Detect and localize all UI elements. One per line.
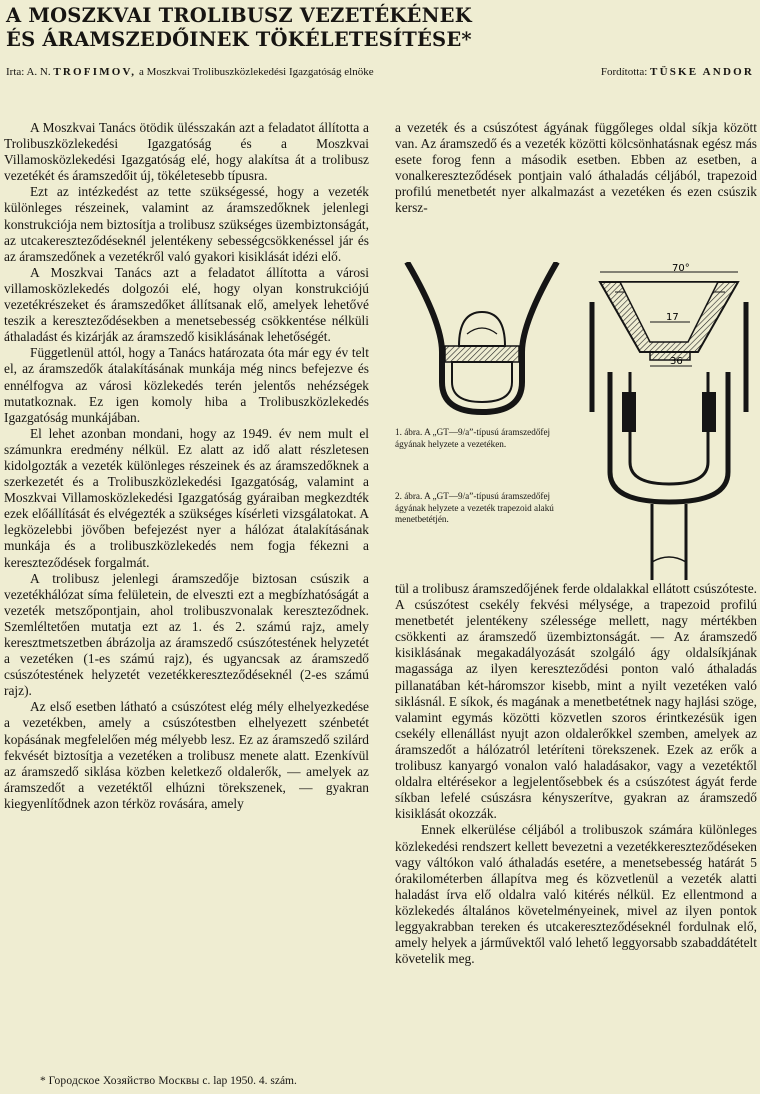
paragraph: tül a trolibusz áramszedőjének ferde oldalakkal ellátott csúszóteste. A csúszótest csekély fekvési mélysége, a trapezoid profilú menetbetét jelentékeny szélessége mellett, nagy mértékben csökkenti az áramszedő üzembiztonságát. — Az áramszedő kisiklásának megakadályozását szolgáló ágy oldalsíkjának magassága az ilyen kereszteződési ponton való áthaladás pillanatában két-háromszor kisebb, mint a nyilt vezetéken való siklásnál. E síkok, és magának a menetbetétnek nagy hajlási szöge, valamint egymás közötti közvetlen szoros érintkezésük igen csekély ellenállást nyujt azon oldalerőkkel szemben, amelyek az áramszedőt a hálózatról letéríteni törekszenek. Ezek az erők a trolibusz kanyargó vonalon való haladásakor, vagy a vezetéktől oldalra eltérésekor a legjelentősebbek és a csúszótest ágyát ferde síkban lefelé csúszásra kényszerítve, gyakran az áramszedő kisiklását okozzák. [395,581,757,822]
article-title [6,4,746,52]
footnote-marker: * [40,1075,46,1087]
translator-prefix: Fordította: [600,66,648,78]
author-role: a Moszkvai Trolibuszközlekedési Igazgatóság elnöke [138,66,374,78]
title-line-1: A MOSZKVAI TROLIBUSZ VEZETÉKÉNEK [6,4,472,27]
paragraph: A Moszkvai Tanács azt a feladatot állította a városi villamosközlekedés dolgozói elé, hogy olyan konstrukciójú vezetékrészeket és áramszedőket állítsanak elő, amelyek lehetővé teszik a kereszteződésekben a menetsebesség csökkentése nélküli áthaladást és kizárják az áramszedő kisiklásának lehetőségét. [4,264,369,345]
paragraph: Ezt az intézkedést az tette szükségessé, hogy a vezeték különleges részeinek, valamint az áramszedőknek jelenlegi konstrukciója nem biztosítja a trolibusz szükséges üzembiztonságát, az utcakereszteződéseknél jelentékeny sebességcsökkenéssel jár és az áramszedőnek a vezetékről való gyakori kisiklását idézi elő. [4,184,369,264]
footnote-source: Городское Хозяйство Москвы [48,1075,200,1087]
figure-1-caption: 1. ábra. A „GT—9/a”-típusú áramszedőfej ágyának helyzete a vezetéken. [395,427,551,449]
paragraph: Függetlenül attól, hogy a Tanács határozata óta már egy év telt el, az áramszedők átalakításának munkája még nincs befejezve és ennélfogva az városi közlekedés terén jelentős nehézségek mutatkoznak. Ez igen komoly hiba a Trolibuszközlekedés Igazgatóság munkájában. [4,345,369,425]
right-column-bottom [395,581,757,967]
dim-17: 17 [666,312,679,323]
byline-prefix: Irta: A. N. [6,66,51,78]
paragraph: a vezeték és a csúszótest ágyának függőleges oldal síkja között van. Az áramszedő és a vezeték közötti kölcsönhatásnak egész más esete forog fenn a második esetben. Ebben az esetben, a vonalkereszteződések pontjain való áthaladás céljából, trapezoid profilú menetbetét nyer alkalmazást a vezetéken és ezen csúszik kersz- [395,120,757,216]
dim-36: 36 [670,356,683,367]
paragraph: Az első esetben látható a csúszótest elég mély elhelyezkedése a vezetékben, amely a csúszótestben elhelyezett szénbetét kopásának megfelelően még mélyebb lesz. Ez az áramszedő szilárd fekvését biztosítja a vezetéken a trolibusz menete alatt. Ezenkívül az áramszedő siklása közben keletkező oldalerők, — amelyek az áramszedőt a vezetéktől elhúzni törekszenek, — gyakran kiegyenlítődnek azon térköz rovására, amely [4,699,369,811]
figure-2-drawing [580,262,758,580]
right-column-top [395,120,757,217]
figure-2-caption: 2. ábra. A „GT—9/a”-típusú áramszedőfej ágyának helyzete a vezeték trapezoid alakú menetbetétjén. [395,491,554,524]
paragraph: Ennek elkerülése céljából a trolibuszok számára különleges közlekedési rendszert kellett bevezetni a vezetékkereszteződéseken vagy váltókon való áthaladás esetére, a menetsebesség határát 5 órakilométerben állapítva meg és közvetlenül a vezeték alatti haladást írva elő oldalra való kitérés nélkül. Ez ellentmond a közlekedés általános követelményeinek, mivel az ilyen pontok leggyakrabban tereken és utcakereszteződéseknél fordulnak elő, amely helyek a járművektől való lehető leggyorsabb szabaddátételt követelik meg. [395,822,757,967]
paragraph: El lehet azonban mondani, hogy az 1949. év nem mult el számunkra eredmény nélkül. Ez alatt az idő alatt részletesen kidolgozták a vezeték különleges részeinek és az áramszedőknek a szerkezetét és a Trolibuszközlekedési Igazgatóság, valamint a Moszkvai Villamosközlekedési Igazgatóság gyáraiban megkezdték ezek előállítását és elvégezték a szükséges kísérleti vizsgálatokat. A legközelebbi jövőben befejezést nyer a hálózat átalakításának munkája és a trolibuszközlekedés nem fogja fékezni a kereszteződések forgalmát. [4,425,369,570]
footnote [40,1075,297,1087]
paragraph: A trolibusz jelenlegi áramszedője biztosan csúszik a vezetékhálózat síma felületein, de elveszti ezt a megbízhatóságát a vezeték metszőpontjain, ahol trolibuszvonalak kereszteződnek. Szemléltetően mutatja ezt az 1. és 2. számú rajz, amely keresztmetszetben ábrázolja az áramszedő csúszótestének helyzetét a vezetéken (1-es számú rajz), és ugyancsak az áramszedő csúszótestének helyzetét vezetékkereszteződéseknél (2-es számú rajz). [4,570,369,699]
author-name: TROFIMOV, [53,66,137,78]
figure-1-drawing [397,262,567,420]
translator [601,66,754,78]
paragraph: A Moszkvai Tanács ötödik ülésszakán azt a feladatot állította a Trolibuszközlekedési Igazgatóság és a Moszkvai Villamosközlekedési Igazgatóság elé, hogy alakítsa át a trolibusz vezetékét és áramszedőit új, tökéletesebb típusra. [4,120,369,184]
translator-name: TÜSKE ANDOR [650,66,754,78]
byline [6,66,754,78]
title-line-2: ÉS ÁRAMSZEDŐINEK TÖKÉLETESÍTÉSE* [6,28,472,51]
left-column [4,120,369,812]
footnote-details: c. lap 1950. 4. szám. [202,1075,297,1087]
dim-angle: 70° [672,263,690,274]
